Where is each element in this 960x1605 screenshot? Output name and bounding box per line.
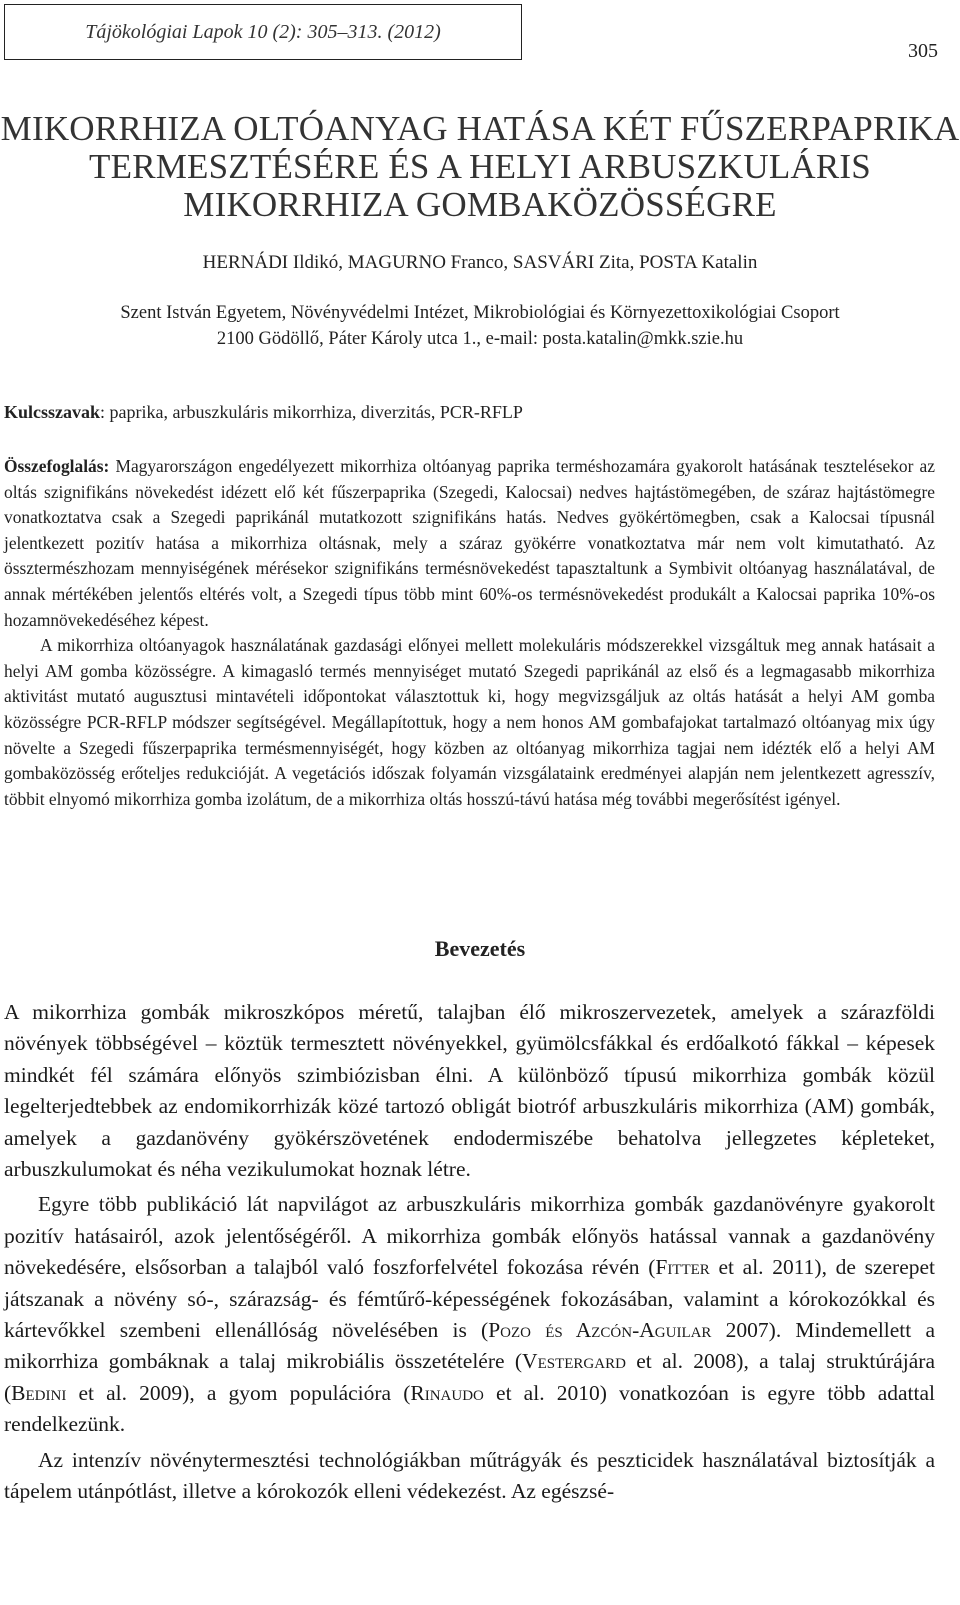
abstract-paragraph: A mikorrhiza oltóanyagok használatának gazdasági előnyei mellett molekuláris módszerekkel vizsgáltuk meg annak hatásait a helyi AM gomba közösségre. A kimagasló termés mennyiséget mutató Szegedi paprikánál az első és a legmagasabb mikorrhiza aktivitást mutató augusztusi mintavételi időpontokat választottuk ki, hogy megvizsgáljuk az oltás hatását a helyi AM gomba közösségre PCR-RFLP módszer segítségével. Megállapítottuk, hogy a nem honos AM gombafajokat tartalmazó oltóanyag mix úgy növelte a Szegedi fűszerpaprika termésmennyiségét, hogy közben az oltóanyag mikorrhiza tagjai nem idézték elő a helyi AM gombaközösség erőteljes redukcióját. A vegetációs időszak folyamán vizsgálataink eredményei alapján nem jelentkezett agresszív, többit elnyomó mikorrhiza gomba izolátum, de a mikorrhiza oltás hosszú-távú hatása még további megerősítést igényel. [4, 635, 935, 809]
body-text-run: Egyre több publikáció lát napvilágot az arbuszkuláris mikorrhiza gombák gazdanövényre gyakorolt pozitív hatásairól, azok jelentőségéről. A mikorrhiza gombák előnyös hatással vannak a gazdanövény növekedésére, elsősorban a talajból való foszforfelvétel fokozása révén ( [4, 1192, 935, 1280]
body-text-run: et al. 2008), a talaj struktúrájára ( [4, 1349, 935, 1405]
citation-author: Vestergard [522, 1349, 626, 1374]
keywords-text: : paprika, arbuszkuláris mikorrhiza, diverzitás, PCR-RFLP [100, 402, 523, 422]
body-paragraph: Az intenzív növénytermesztési technológiákban műtrágyák és peszticidek használatával biztosítják a tápelem utánpótlást, illetve a kórokozók elleni védekezést. Az egészsé- [4, 1447, 935, 1504]
abstract [4, 454, 935, 812]
section-heading: Bevezetés [434, 936, 526, 961]
citation-author: Rinaudo [410, 1380, 484, 1405]
abstract-text: Magyarországon engedélyezett mikorrhiza oltóanyag paprika terméshozamára gyakorolt hatásának tesztelésekor az oltás szignifikáns növekedést idézett elő két fűszerpaprika (Szegedi, Kalocsai) nedves hajtástömegében, de száraz hajtástömegre vonatkoztatva csak a Szegedi paprikánál mutatkozott szignifikáns hatás. Nedves gyökértömegben, csak a Kalocsai típusnál jelentkezett pozitív hatása a mikorrhiza oltásnak, mely a száraz gyökérre vonatkoztatva már nem volt kimutatható. Az össztermészhozam mennyiségének mérésekor szignifikáns termésnövekedést tapasztaltunk a Symbivit oltóanyag használatával, de annak mértékében jelentős eltérés volt, a Szegedi típus több mint 60%-os termésnövekedést produkált a Kalocsai paprika 10%-os hozamnövekedéséhez képest. [4, 456, 935, 630]
body-text-run: et al. 2011), de szerepet játszanak a növény só-, szárazság- és fémtűrő-képességének fokozásában, valamint a kórokozókkal és kártevőkkel szembeni ellenállóság növelésében is ( [4, 1255, 936, 1343]
abstract-paragraph [4, 454, 935, 633]
title-line: TERMESZTÉSÉRE ÉS A HELYI ARBUSZKULÁRIS [89, 147, 871, 186]
journal-citation: Tájökológiai Lapok 10 (2): 305–313. (2012) [4, 4, 522, 60]
keywords-label: Kulcsszavak [4, 402, 101, 422]
affiliation-line: Szent István Egyetem, Növényvédelmi Intézet, Mikrobiológiai és Környezettoxikológiai Csoport [120, 303, 840, 323]
citation-author: Pozo és Azcón-Aguilar [488, 1318, 712, 1343]
affiliation-line: 2100 Gödöllő, Páter Károly utca 1., e-mail: posta.katalin@mkk.szie.hu [216, 329, 744, 349]
body-paragraph [4, 1189, 935, 1440]
article-title [0, 110, 960, 224]
body-paragraph: A mikorrhiza gombák mikroszkópos méretű, talajban élő mikroszervezetek, amelyek a szárazföldi növények többségével – köztük termesztett növényekkel, gyümölcsfákkal és erdőalkotó fákkal – képesek mindkét fél számára előnyös szimbiózisban élni. A különböző típusú mikorrhiza gombák közül legelterjedtebbek az endomikorrhizák közé tartozó obligát biotróf arbuszkuláris mikorrhiza (AM) gombák, amelyek a gazdanövény gyökérszövetének endodermiszébe behatolva jellegzetes képleteket, arbuszkulumokat és néha vezikulumokat hoznak létre. [4, 1000, 935, 1182]
body-text-run: 2007). Mindemellett a mikorrhiza gombáknak a talaj mikrobiális összetételére ( [4, 1318, 936, 1374]
page-number: 305 [908, 40, 938, 62]
affiliation [0, 300, 960, 352]
citation-author: Bedini [11, 1380, 67, 1405]
keywords [4, 402, 934, 423]
title-line: MIKORRHIZA OLTÓANYAG HATÁSA KÉT FŰSZERPAPRIKA [0, 109, 960, 148]
body-text-run: et al. 2010) vonatkozóan is egyre több adattal rendelkezünk. [4, 1380, 935, 1437]
title-line: MIKORRHIZA GOMBAKÖZÖSSÉGRE [183, 185, 777, 224]
body-text-run: et al. 2009), a gyom populációra ( [66, 1380, 411, 1405]
body-text [4, 997, 935, 1512]
author-list: HERNÁDI Ildikó, MAGURNO Franco, SASVÁRI Zita, POSTA Katalin [202, 252, 758, 273]
abstract-label: Összefoglalás: [4, 456, 110, 476]
citation-author: Fitter [655, 1255, 710, 1280]
